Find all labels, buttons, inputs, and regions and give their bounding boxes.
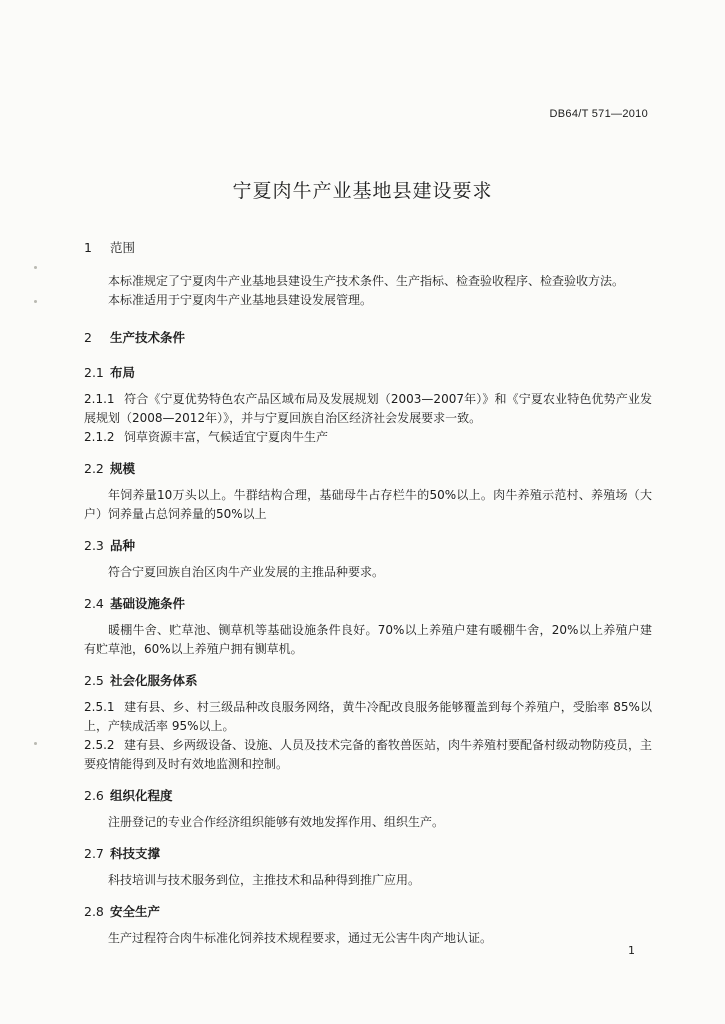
subsection-title: 规模 bbox=[110, 461, 136, 476]
subsection-number: 2.2 bbox=[84, 461, 104, 476]
clause-text: 符合《宁夏优势特色农产品区域布局及发展规划（2003—2007年）》和《宁夏农业特色优势产业发展规划（2008—2012年）》，并与宁夏回族自治区经济社会发展要求一致。 bbox=[84, 392, 652, 425]
paragraph: 符合宁夏回族自治区肉牛产业发展的主推品种要求。 bbox=[108, 565, 385, 579]
section-scope bbox=[84, 240, 652, 310]
subsection-number: 2.8 bbox=[84, 904, 104, 919]
subsection-title: 组织化程度 bbox=[110, 788, 173, 803]
clause-number: 2.5.2 bbox=[84, 738, 115, 752]
subsection-heading bbox=[84, 904, 652, 920]
subsection-number: 2.1 bbox=[84, 365, 104, 380]
subsection-scale bbox=[84, 461, 652, 524]
subsection-number: 2.3 bbox=[84, 538, 104, 553]
scan-speck bbox=[34, 300, 37, 303]
subsection-layout bbox=[84, 365, 652, 447]
subsection-heading bbox=[84, 788, 652, 804]
subsection-number: 2.7 bbox=[84, 846, 104, 861]
subsection-title: 社会化服务体系 bbox=[110, 673, 198, 688]
subsection-safety bbox=[84, 904, 652, 948]
clause-number: 2.5.1 bbox=[84, 700, 115, 714]
section-production bbox=[84, 330, 652, 346]
clause-number: 2.1.1 bbox=[84, 392, 115, 406]
paragraph: 本标准适用于宁夏肉牛产业基地县建设发展管理。 bbox=[108, 293, 373, 307]
section-title: 范围 bbox=[110, 240, 136, 255]
clause bbox=[84, 698, 652, 736]
page-number: 1 bbox=[628, 944, 635, 957]
subsection-title: 布局 bbox=[110, 365, 136, 380]
section-title: 生产技术条件 bbox=[110, 330, 186, 345]
subsection-breed bbox=[84, 538, 652, 582]
subsection-heading bbox=[84, 596, 652, 612]
paragraph: 暖棚牛舍、贮草池、铡草机等基础设施条件良好。70%以上养殖户建有暖棚牛舍，20%以上养殖户建有贮草池，60%以上养殖户拥有铡草机。 bbox=[84, 623, 652, 656]
clause bbox=[84, 428, 652, 447]
document-title: 宁夏肉牛产业基地县建设要求 bbox=[232, 180, 493, 202]
clause bbox=[84, 736, 652, 774]
section-heading bbox=[84, 240, 652, 256]
document-body bbox=[84, 240, 652, 948]
scan-speck bbox=[34, 266, 37, 269]
subsection-infrastructure bbox=[84, 596, 652, 659]
document-code: DB64/T 571—2010 bbox=[549, 108, 648, 120]
subsection-service-system bbox=[84, 673, 652, 774]
clause-text: 饲草资源丰富，气候适宜宁夏肉牛生产 bbox=[124, 430, 329, 444]
clause-number: 2.1.2 bbox=[84, 430, 115, 444]
subsection-heading bbox=[84, 538, 652, 554]
subsection-organization bbox=[84, 788, 652, 832]
subsection-title: 品种 bbox=[110, 538, 136, 553]
clause-text: 建有县、乡、村三级品种改良服务网络，黄牛冷配改良服务能够覆盖到每个养殖户，受胎率 85%以上，产犊成活率 95%以上。 bbox=[84, 700, 652, 733]
paragraph: 本标准规定了宁夏肉牛产业基地县建设生产技术条件、生产指标、检查验收程序、检查验收方法。 bbox=[108, 274, 625, 288]
subsection-heading bbox=[84, 846, 652, 862]
subsection-title: 科技支撑 bbox=[110, 846, 161, 861]
subsection-heading bbox=[84, 365, 652, 381]
subsection-heading bbox=[84, 673, 652, 689]
subsection-number: 2.4 bbox=[84, 596, 104, 611]
clause bbox=[84, 390, 652, 428]
subsection-title: 安全生产 bbox=[110, 904, 161, 919]
subsection-title: 基础设施条件 bbox=[110, 596, 186, 611]
subsection-number: 2.6 bbox=[84, 788, 104, 803]
section-heading bbox=[84, 330, 652, 346]
paragraph: 年饲养量10万头以上。牛群结构合理，基础母牛占存栏牛的50%以上。肉牛养殖示范村、养殖场（大户）饲养量占总饲养量的50%以上 bbox=[84, 488, 652, 521]
section-number: 1 bbox=[84, 240, 92, 255]
paragraph: 生产过程符合肉牛标准化饲养技术规程要求，通过无公害牛肉产地认证。 bbox=[108, 931, 493, 945]
subsection-heading bbox=[84, 461, 652, 477]
subsection-tech-support bbox=[84, 846, 652, 890]
clause-text: 建有县、乡两级设备、设施、人员及技术完备的畜牧兽医站，肉牛养殖村要配备村级动物防疫员，主要疫情能得到及时有效地监测和控制。 bbox=[84, 738, 653, 771]
section-number: 2 bbox=[84, 330, 92, 345]
paragraph: 科技培训与技术服务到位，主推技术和品种得到推广应用。 bbox=[108, 873, 421, 887]
scan-speck bbox=[34, 742, 37, 745]
paragraph: 注册登记的专业合作经济组织能够有效地发挥作用、组织生产。 bbox=[108, 815, 445, 829]
subsection-number: 2.5 bbox=[84, 673, 104, 688]
